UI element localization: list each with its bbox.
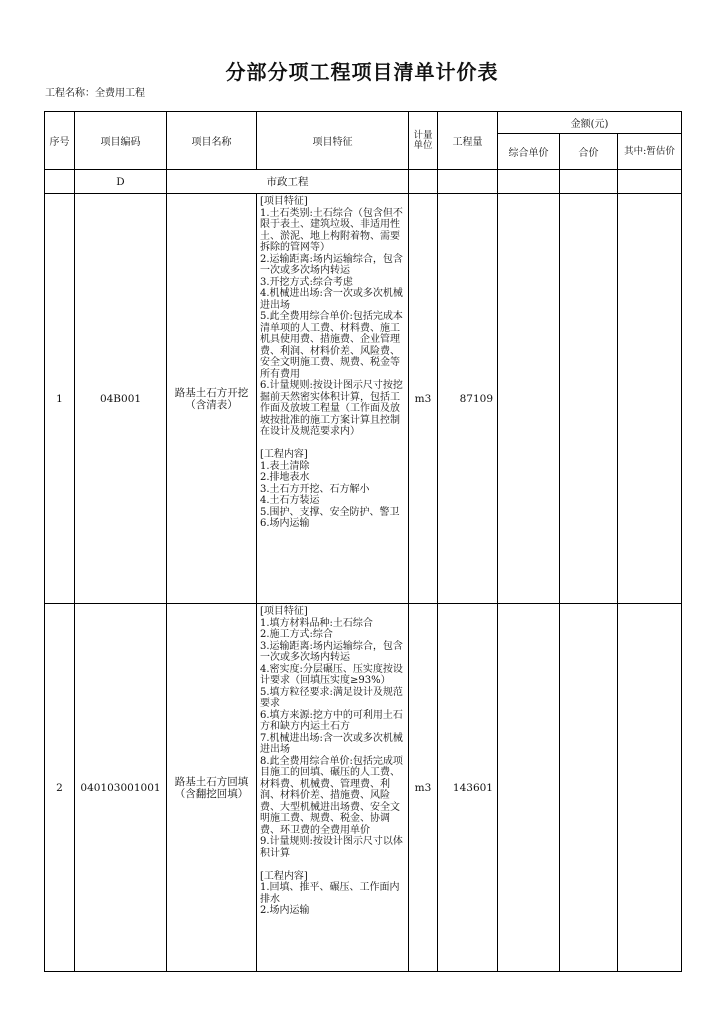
row-feature: [项目特征] 1.土石类别:土石综合（包含但不限于表土、建筑垃圾、非适用性土、淤泥、地上构附着物、需要拆除的管网等） 2.运输距离:场内运输综合，包含一次或多次场内转运 3.开挖方式:综合考虑 4.机械进出场:含一次或多次机械进出场 5.此全费用综合单价:包括完成本清单项的人工费、材料费、施工机具使用费、措施费、企业管理费、利润、材料价差、风险费、安全文明施工费、规费、税金等所有费用 6.计量规则:按设计图示尺寸按挖掘前天然密实体积计算，包括工作面及放坡工程量（工作面及放坡按批准的施工方案计算且控制在设计及规范要求内） [工程内容] 1.表土清除 2.排地表水 3.土石方开挖、石方解小 4.土石方装运 5.围护、支撑、安全防护、警卫 6.场内运输 bbox=[257, 194, 409, 604]
row-feature: [项目特征] 1.填方材料品种:土石综合 2.施工方式:综合 3.运输距离:场内运输综合，包含一次或多次场内转运 4.密实度:分层碾压、压实度按设计要求（回填压实度≥93%） 5.填方粒径要求:满足设计及规范要求 6.填方来源:挖方中的可利用土石方和缺方内运土石方 7.机械进出场:含一次或多次机械进出场 8.此全费用综合单价:包括完成项目施工的回填、碾压的人工费、材料费、机械费、管理费、利润、材料价差、措施费、风险费、大型机械进出场费、安全文明施工费、规费、税金、协调费、环卫费的全费用单价 9.计量规则:按设计图示尺寸以体积计算 [工程内容] 1.回填、推平、碾压、工作面内排水 2.场内运输 bbox=[257, 604, 409, 972]
row-qty: 87109 bbox=[438, 194, 498, 604]
section-name: 市政工程 bbox=[167, 170, 409, 194]
header-unit-price: 综合单价 bbox=[498, 134, 560, 170]
row-total bbox=[560, 194, 618, 604]
row-name: 路基土石方回填（含翻挖回填） bbox=[167, 604, 257, 972]
row-estimate bbox=[618, 194, 682, 604]
row-code: 040103001001 bbox=[75, 604, 167, 972]
header-name: 项目名称 bbox=[167, 112, 257, 170]
row-unit-price bbox=[498, 604, 560, 972]
page-title: 分部分项工程项目清单计价表 bbox=[225, 60, 499, 84]
header-amount: 金额(元) bbox=[498, 112, 682, 134]
row-seq: 2 bbox=[45, 604, 75, 972]
row-code: 04B001 bbox=[75, 194, 167, 604]
section-code: D bbox=[75, 170, 167, 194]
row-estimate bbox=[618, 604, 682, 972]
row-unit-price bbox=[498, 194, 560, 604]
row-name: 路基土石方开挖（含清表） bbox=[167, 194, 257, 604]
row-unit: m3 bbox=[409, 604, 438, 972]
row-qty: 143601 bbox=[438, 604, 498, 972]
header-qty: 工程量 bbox=[438, 112, 498, 170]
header-total: 合价 bbox=[560, 134, 618, 170]
row-total bbox=[560, 604, 618, 972]
header-estimate: 其中:暂估价 bbox=[618, 134, 682, 170]
header-unit: 计量单位 bbox=[409, 112, 438, 170]
header-seq: 序号 bbox=[45, 112, 75, 170]
row-seq: 1 bbox=[45, 194, 75, 604]
row-unit: m3 bbox=[409, 194, 438, 604]
section-row bbox=[45, 170, 682, 194]
project-name-label: 工程名称：全费用工程 bbox=[45, 88, 145, 99]
header-feature: 项目特征 bbox=[257, 112, 409, 170]
bill-table bbox=[44, 111, 682, 972]
table-row bbox=[45, 194, 682, 604]
table-row bbox=[45, 604, 682, 972]
header-code: 项目编码 bbox=[75, 112, 167, 170]
